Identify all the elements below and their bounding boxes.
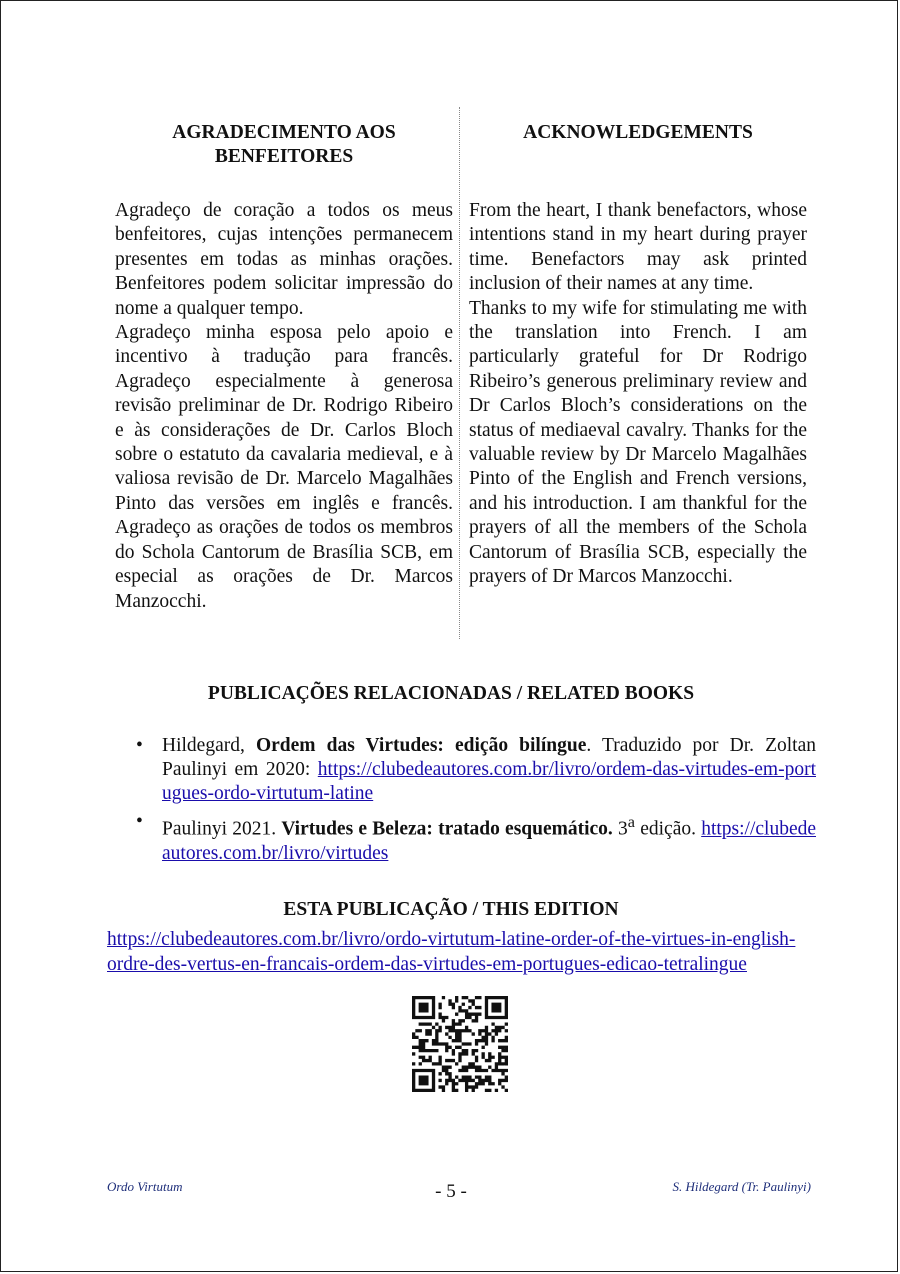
book-title: Virtudes e Beleza: tratado esquemático. [281, 818, 613, 840]
column-divider [459, 107, 460, 639]
book-link[interactable]: https://clubedeautores.com.br/livro/virtudes [162, 818, 816, 864]
qr-code-icon[interactable] [412, 996, 508, 1092]
english-column [469, 121, 807, 590]
book-author: Paulinyi 2021. [162, 818, 277, 840]
list-item [136, 810, 816, 866]
related-books-list [136, 734, 816, 870]
this-edition-link[interactable]: https://clubedeautores.com.br/livro/ordo-virtutum-latine-order-of-the-virtues-in-english-ordre-des-vertus-en-francais-ordem-das-virtudes-em-portugues-edicao-tetralingue [107, 929, 796, 975]
book-title: Ordem das Virtudes: edição bilíngue [255, 735, 587, 756]
left-column-title: AGRADECIMENTO AOS BENFEITORES [172, 122, 396, 167]
footer-author: S. Hildegard (Tr. Paulinyi) [672, 1179, 811, 1194]
edition-number: 3 [618, 818, 628, 840]
footer-book-title: Ordo Virtutum [107, 1179, 183, 1194]
left-paragraph: Agradeço de coração a todos os meus benfeitores, cujas intenções permanecem presentes em todas as minhas orações. Benfeitores podem solicitar impressão do nome a qualquer tempo. [115, 200, 453, 319]
book-author: Hildegard, [162, 735, 245, 756]
page-number: - 5 - [435, 1181, 467, 1202]
bullet-icon: • [136, 735, 143, 756]
book-link[interactable]: https://clubedeautores.com.br/livro/ordem-das-virtudes-em-portugues-ordo-virtutum-latine [162, 759, 816, 804]
right-paragraph: Thanks to my wife for stimulating me with the translation into French. I am particularly grateful for Dr Rodrigo Ribeiro’s generous preliminary review and Dr Carlos Bloch’s considerations on the status of mediaeval cavalry. Thanks for the valuable review by Dr Marcelo Magalhães Pinto of the English and French versions, and his introduction. I am thankful for the prayers of all the members of the Schola Cantorum of Brasília SCB, especially the prayers of Dr Marcos Manzocchi. [469, 297, 807, 588]
related-books-heading: PUBLICAÇÕES RELACIONADAS / RELATED BOOKS [207, 683, 695, 704]
list-item [136, 734, 816, 806]
this-edition-link-wrap [107, 927, 797, 977]
book-details: . Traduzido por Dr. Zoltan Paulinyi em 2020: [162, 735, 816, 780]
book-details: edição. [635, 818, 702, 840]
right-column-title: ACKNOWLEDGEMENTS [523, 122, 753, 143]
bullet-icon: • [136, 811, 143, 832]
left-paragraph: Agradeço minha esposa pelo apoio e incentivo à tradução para francês. Agradeço especialmente à generosa revisão preliminar de Dr. Rodrigo Ribeiro e às considerações de Dr. Carlos Bloch sobre o estatuto da cavalaria medieval, e à valiosa revisão de Dr. Marcelo Magalhães Pinto das versões em inglês e francês. Agradeço as orações de todos os membros do Schola Cantorum de Brasília SCB, em especial as orações de Dr. Marcos Manzocchi. [115, 322, 453, 612]
portuguese-column [115, 121, 453, 614]
edition-ordinal: a [627, 813, 635, 831]
right-paragraph: From the heart, I thank benefactors, whose intentions stand in my heart during prayer time. Benefactors may ask printed inclusion of their names at any time. [469, 200, 807, 295]
this-edition-heading: ESTA PUBLICAÇÃO / THIS EDITION [283, 899, 619, 920]
